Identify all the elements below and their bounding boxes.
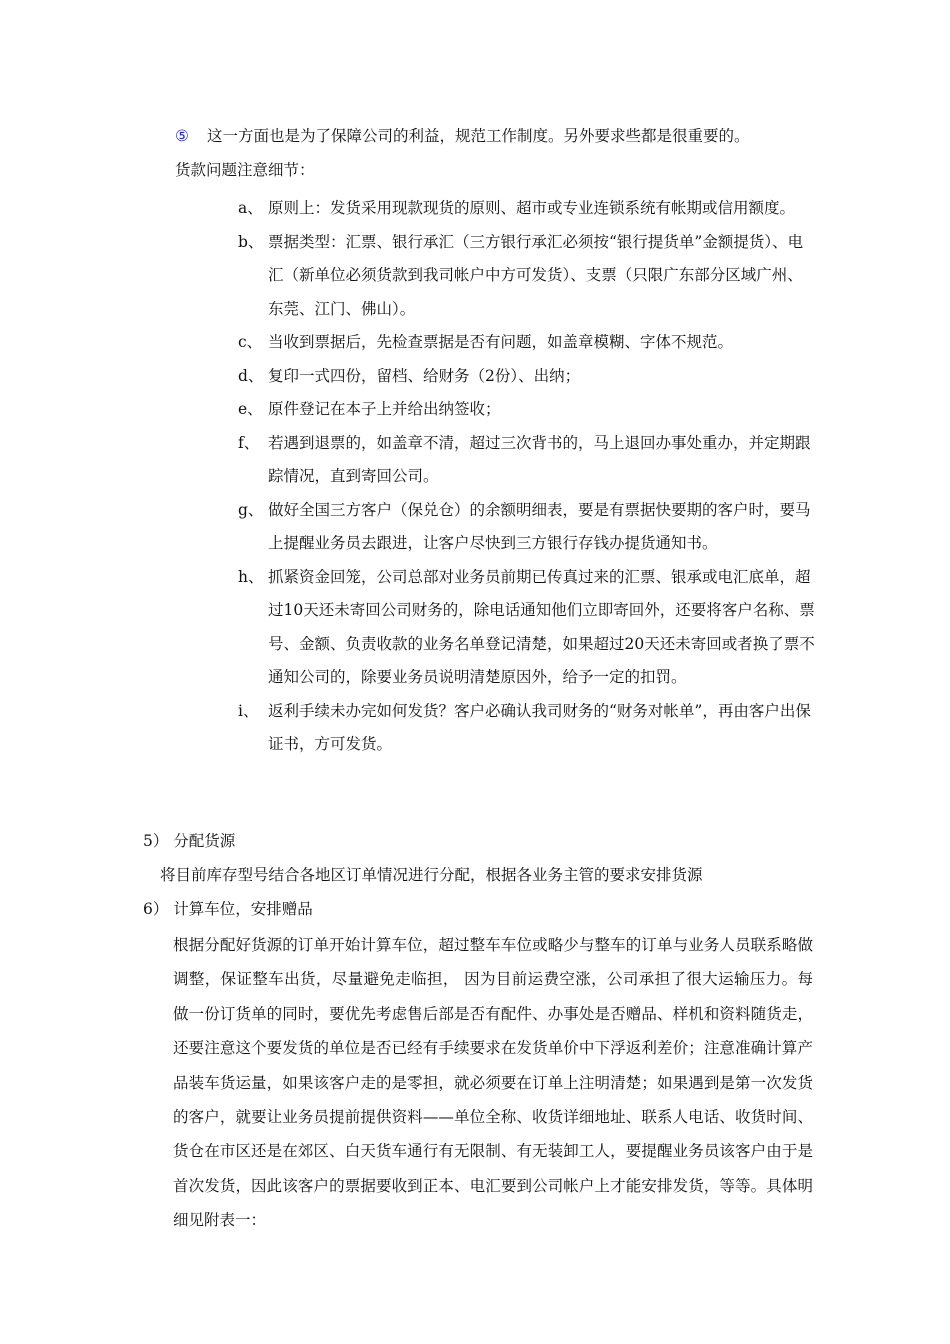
list-item	[238, 326, 818, 360]
intro-paragraph	[175, 125, 835, 147]
list-item-label: b、	[238, 232, 264, 251]
circled-number-marker: ⑤	[175, 127, 189, 145]
list-item-text: 票据类型：汇票、银行承汇（三方银行承汇必须按“银行提货单”金额提货）、电汇（新单位必须货款到我司帐户中方可发货）、支票（只限广东部分区域广州、东莞、江门、佛山）。	[268, 232, 804, 318]
list-item-label: e、	[238, 400, 263, 418]
list-item-label: c、	[238, 333, 263, 351]
section-6-heading: 6） 计算车位，安排赠品	[143, 900, 313, 918]
list-item	[238, 360, 818, 394]
list-item-label: f、	[238, 433, 260, 452]
list-item	[238, 226, 818, 327]
list-item-label: g、	[238, 500, 264, 519]
intro-text: 这一方面也是为了保障公司的利益，规范工作制度。另外要求些都是很重要的。	[207, 127, 750, 145]
list-item-text: 若遇到退票的，如盖章不清，超过三次背书的，马上退回办事处重办，并定期跟踪情况，直到寄回公司。	[268, 433, 811, 485]
section-5-heading: 5） 分配货源	[143, 832, 236, 850]
list-item-label: d、	[238, 366, 264, 385]
list-item	[238, 561, 818, 695]
list-item	[238, 192, 818, 226]
section-5-body: 将目前库存型号结合各地区订单情况进行分配，根据各业务主管的要求安排货源	[160, 866, 703, 884]
payment-heading: 货款问题注意细节：	[175, 161, 315, 179]
list-item-text: 当收到票据后，先检查票据是否有问题，如盖章模糊、字体不规范。	[268, 333, 734, 351]
list-item	[238, 494, 818, 561]
list-item-text: 做好全国三方客户（保兑仓）的余额明细表，要是有票据快要期的客户时，要马上提醒业务员去跟进，让客户尽快到三方银行存钱办提货通知书。	[268, 500, 811, 552]
list-item	[238, 427, 818, 494]
payment-details-list	[238, 192, 818, 762]
list-item	[238, 695, 818, 762]
list-item-label: i、	[238, 701, 259, 720]
section-6-body: 根据分配好货源的订单开始计算车位，超过整车车位或略少与整车的订单与业务人员联系略做调整，保证整车出货，尽量避免走临担， 因为目前运费空涨，公司承担了很大运输压力。每做一份订货单的同时，要优先考虑售后部是否有配件、办事处是否赠品、样机和资料随货走，还要注意这个要发货的单位是否已经有手续要求在发货单价中下浮返利差价；注意准确计算产品装车货运量，如果该客户走的是零担，就必须要在订单上注明清楚；如果遇到是第一次发货的客户，就要让业务员提前提供资料——单位全称、收货详细地址、联系人电话、收货时间、货仓在市区还是在郊区、白天货车通行有无限制、有无装卸工人，要提醒业务员该客户由于是首次发货，因此该客户的票据要收到正本、电汇要到公司帐户上才能安排发货，等等。具体明细见附表一：	[173, 936, 813, 1230]
list-item-text: 返利手续未办完如何发货？客户必确认我司财务的“财务对帐单”，再由客户出保证书，方可发货。	[268, 701, 811, 753]
list-item-text: 复印一式四份，留档、给财务（2份）、出纳；	[268, 366, 581, 385]
list-item	[238, 393, 818, 427]
list-item-label: a、	[238, 199, 263, 217]
list-item-label: h、	[238, 567, 264, 586]
list-item-text: 原则上：发货采用现款现货的原则、超市或专业连锁系统有帐期或信用额度。	[268, 199, 796, 217]
list-item-text: 抓紧资金回笼，公司总部对业务员前期已传真过来的汇票、银承或电汇底单，超过10天还未寄回公司财务的，除电话通知他们立即寄回外，还要将客户名称、票号、金额、负责收款的业务名单登记清楚，如果超过20天还未寄回或者换了票不通知公司的，除要业务员说明清楚原因外，给予一定的扣罚。	[268, 567, 815, 686]
list-item-text: 原件登记在本子上并给出纳签收；	[268, 400, 501, 418]
